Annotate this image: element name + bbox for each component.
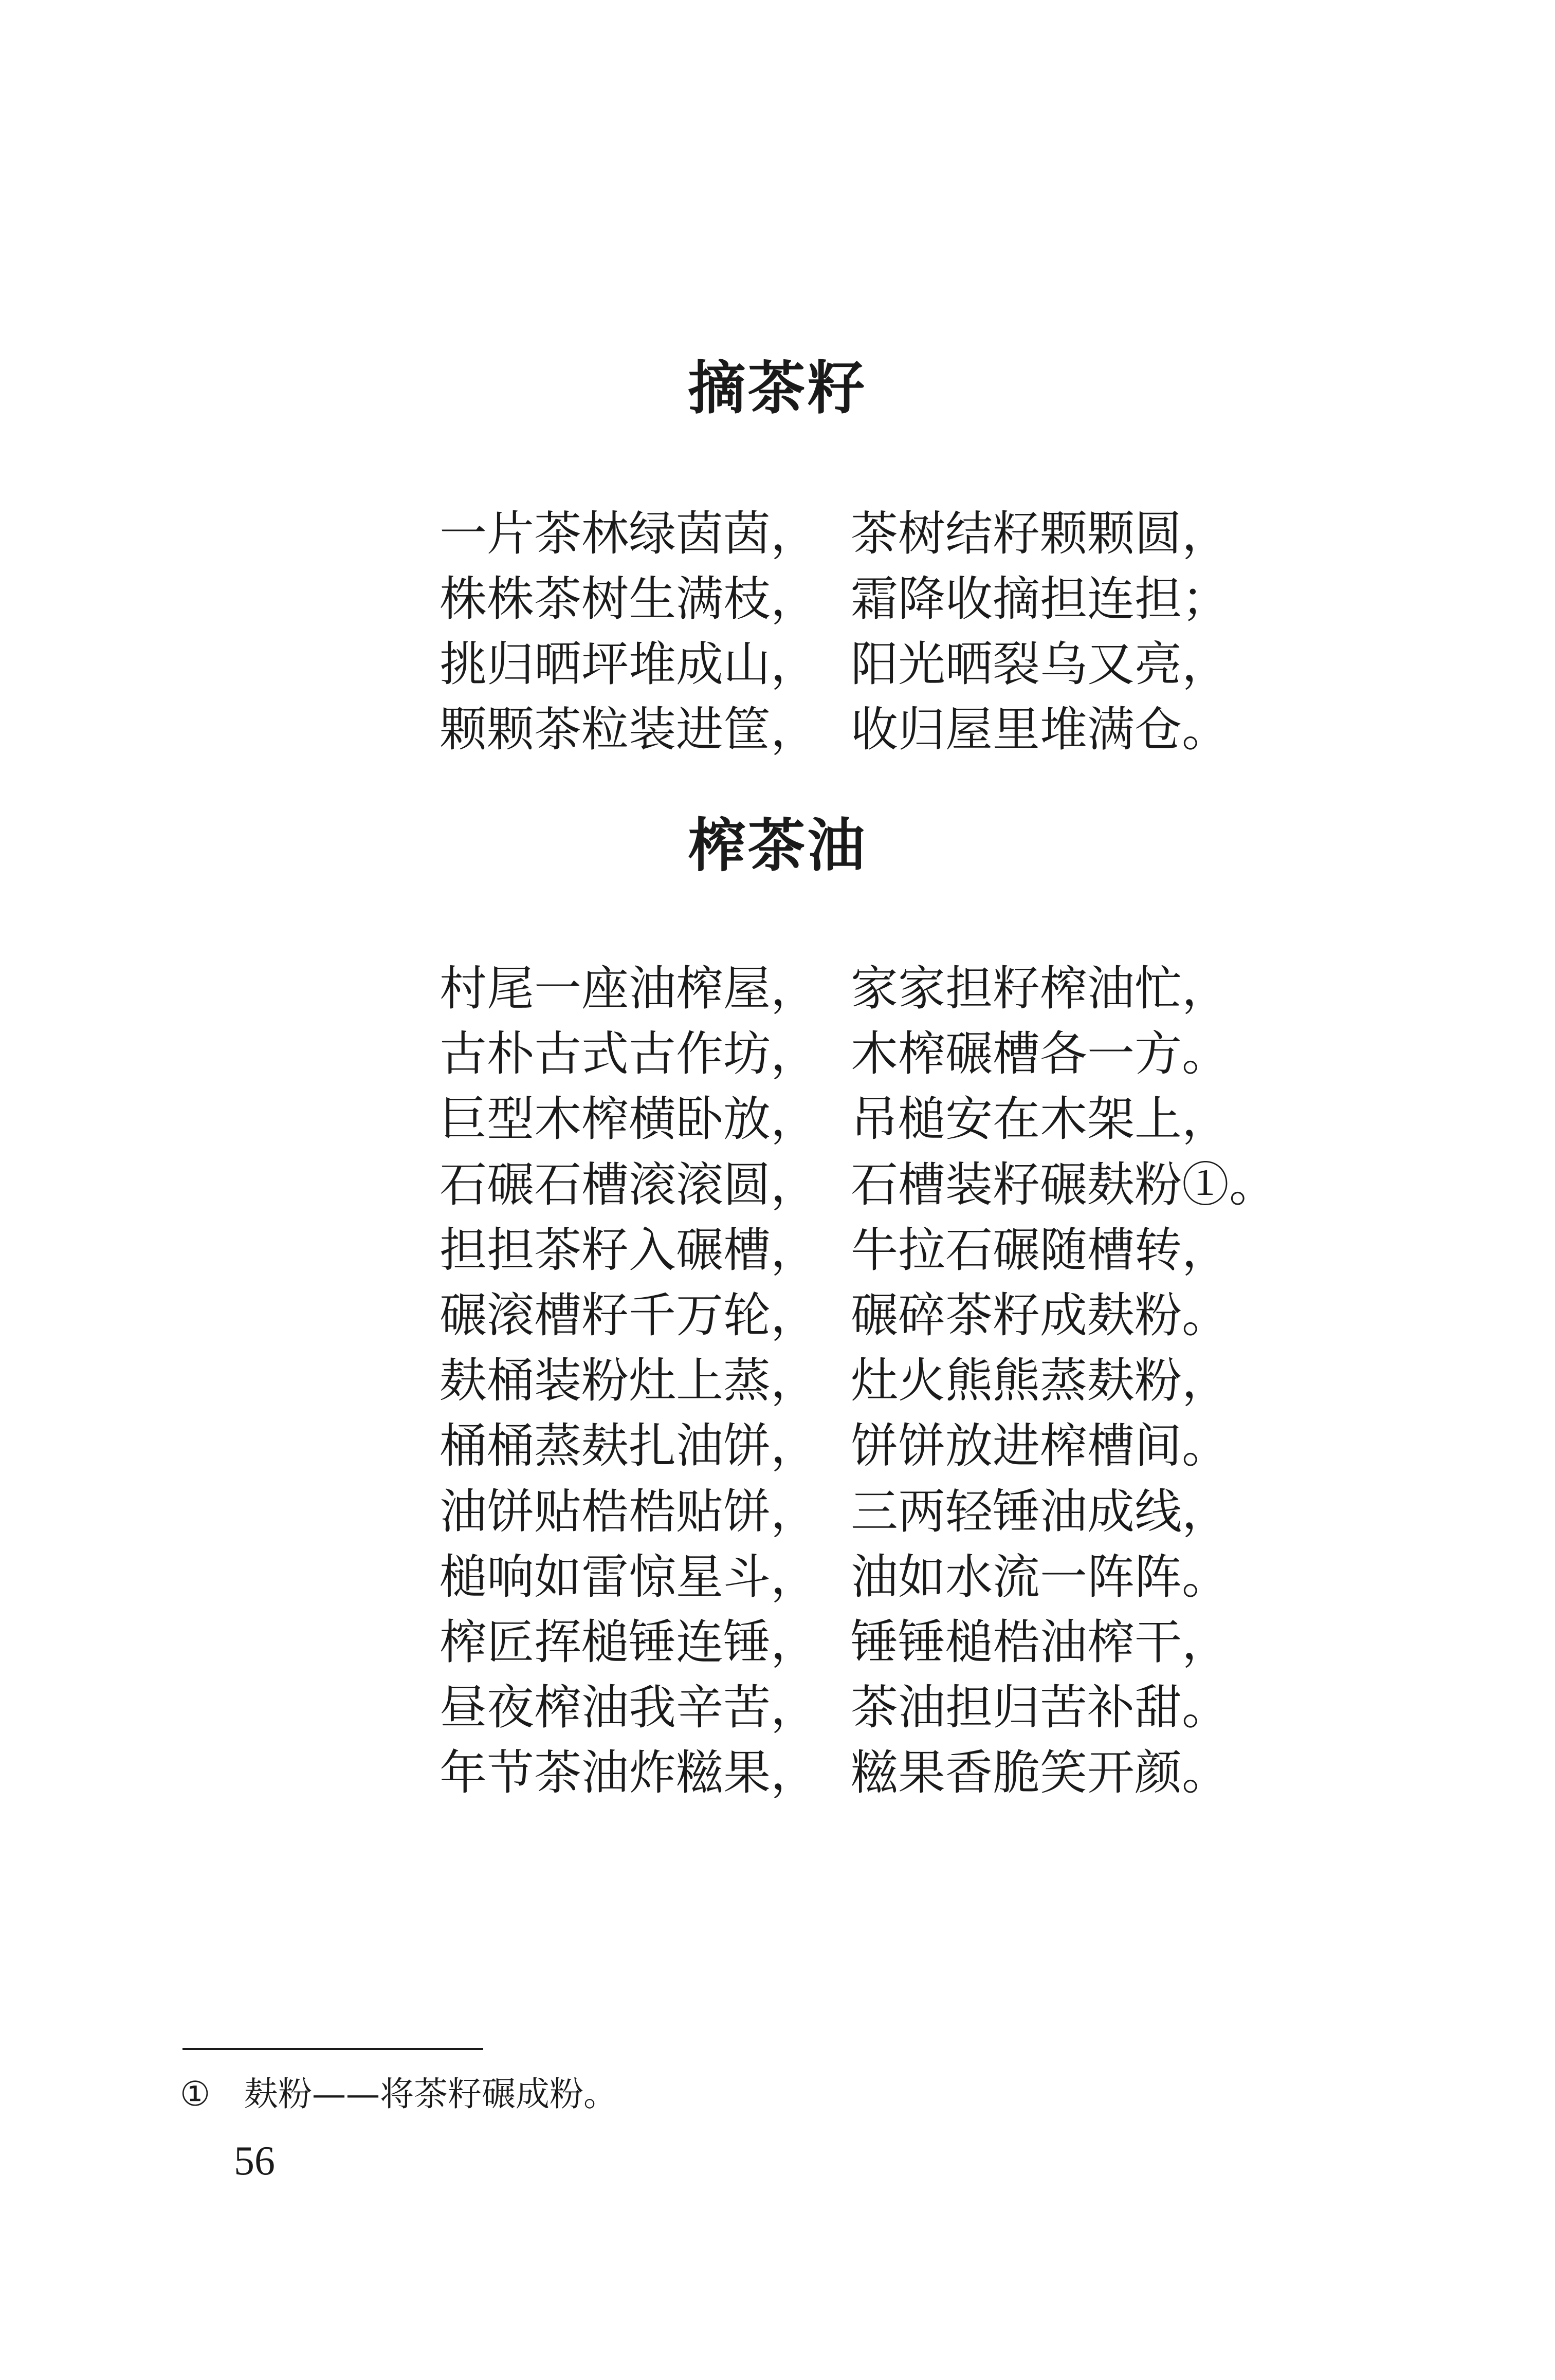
poem-line — [440, 697, 1262, 762]
poem-line-second-half: 石槽装籽碾麸粉①。 — [851, 1157, 1277, 1212]
poem-line-second-half: 锤锤槌梏油榨干， — [851, 1614, 1230, 1670]
poem-line-second-half: 灶火熊熊蒸麸粉， — [851, 1353, 1230, 1409]
poem-line — [440, 1479, 1262, 1544]
poem-line-second-half: 木榨碾槽各一方。 — [851, 1026, 1230, 1082]
poem-line — [440, 566, 1262, 632]
poem-line — [440, 1086, 1262, 1152]
poem-line-second-half: 茶树结籽颗颗圆， — [851, 506, 1230, 561]
poem-line-second-half: 茶油担归苦补甜。 — [851, 1680, 1230, 1736]
poem-line — [440, 1217, 1262, 1283]
poem-line — [440, 501, 1262, 566]
poem-line-first-half: 一片茶林绿茵茵， — [440, 506, 818, 561]
poem-line-first-half: 古朴古式古作坊， — [440, 1026, 818, 1082]
poem-line-first-half: 巨型木榨横卧放， — [440, 1092, 818, 1147]
poem-line-first-half: 碾滚槽籽千万轮， — [440, 1287, 818, 1343]
poem-line-second-half: 油如水流一阵阵。 — [851, 1549, 1230, 1604]
poem-line-first-half: 年节茶油炸糍果， — [440, 1745, 818, 1801]
poem-line-second-half: 吊槌安在木架上， — [851, 1092, 1230, 1147]
poem-line — [440, 1675, 1262, 1740]
poem-line-second-half: 家家担籽榨油忙， — [851, 961, 1230, 1016]
poem-line — [440, 1413, 1262, 1479]
poem-line-first-half: 昼夜榨油我辛苦， — [440, 1680, 818, 1736]
poem-line-second-half: 霜降收摘担连担； — [851, 571, 1230, 626]
poem-line-second-half: 饼饼放进榨槽间。 — [851, 1418, 1230, 1474]
poem-line-second-half: 碾碎茶籽成麸粉。 — [851, 1287, 1230, 1343]
poem-line — [440, 1610, 1262, 1675]
poem-zhai-cha-zi — [440, 501, 1262, 762]
poem-line-second-half: 糍果香脆笑开颜。 — [851, 1745, 1230, 1801]
poem-line — [440, 1544, 1262, 1610]
poem-line-first-half: 槌响如雷惊星斗， — [440, 1549, 818, 1604]
page-number: 56 — [234, 2138, 275, 2184]
poem-line-first-half: 石碾石槽滚滚圆， — [440, 1157, 818, 1212]
section-title-zhai-cha-zi: 摘茶籽 — [688, 355, 867, 422]
poem-line-first-half: 麸桶装粉灶上蒸， — [440, 1353, 818, 1409]
section-title-zha-cha-you: 榨茶油 — [688, 813, 867, 879]
poem-line-first-half: 株株茶树生满枝， — [440, 571, 818, 626]
poem-line-first-half: 桶桶蒸麸扎油饼， — [440, 1418, 818, 1474]
footnote-divider — [182, 2048, 483, 2050]
poem-line — [440, 1021, 1262, 1086]
footnote — [180, 2074, 617, 2114]
poem-line-first-half: 榨匠挥槌锤连锤， — [440, 1614, 818, 1670]
poem-line-second-half: 阳光晒裂乌又亮， — [851, 637, 1230, 692]
poem-line-second-half: 三两轻锤油成线， — [851, 1484, 1230, 1539]
poem-line-first-half: 油饼贴梏梏贴饼， — [440, 1484, 818, 1539]
poem-line — [440, 1348, 1262, 1413]
poem-line — [440, 632, 1262, 697]
poem-line-first-half: 挑归晒坪堆成山， — [440, 637, 818, 692]
poem-line — [440, 1740, 1262, 1805]
footnote-marker: ① — [180, 2074, 211, 2114]
poem-line-second-half: 收归屋里堆满仓。 — [851, 702, 1230, 757]
footnote-text: 麸粉——将茶籽碾成粉。 — [244, 2074, 617, 2114]
poem-line-first-half: 担担茶籽入碾槽， — [440, 1222, 818, 1278]
poem-line — [440, 1152, 1277, 1217]
poem-zha-cha-you — [440, 956, 1277, 1805]
poem-line — [440, 956, 1262, 1021]
poem-line-first-half: 颗颗茶粒装进筐， — [440, 702, 818, 757]
poem-line — [440, 1283, 1262, 1348]
poem-line-first-half: 村尾一座油榨屋， — [440, 961, 818, 1016]
poem-line-second-half: 牛拉石碾随槽转， — [851, 1222, 1230, 1278]
